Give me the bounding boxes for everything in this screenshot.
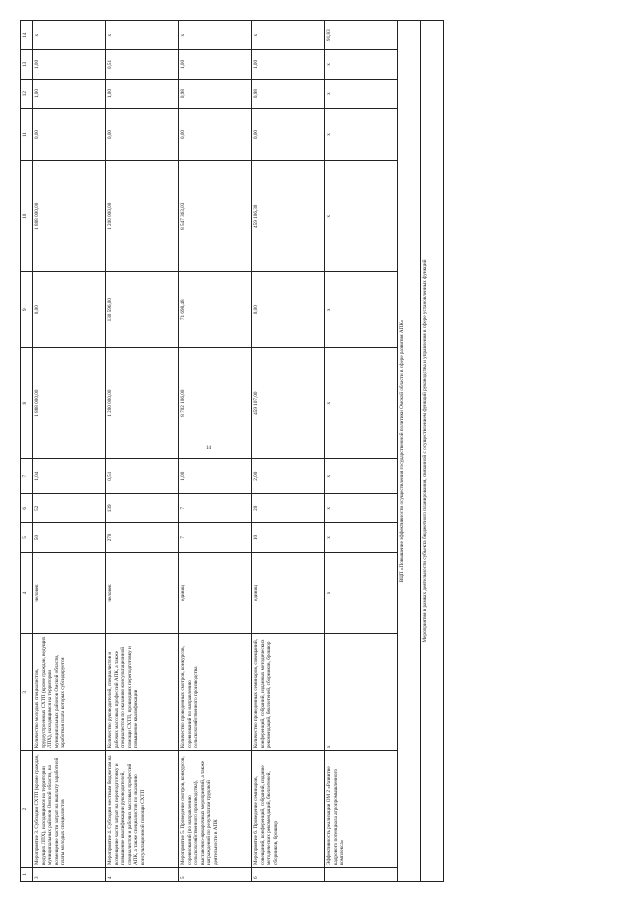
section-row <box>421 21 444 882</box>
table-cell: x <box>325 348 398 459</box>
page-number: 14 <box>206 446 211 451</box>
table-cell: единиц <box>252 552 325 634</box>
table-cell: 20 <box>252 494 325 523</box>
table-cell: x <box>325 50 398 79</box>
table-cell: Мероприятие 6. Проведение семинаров, совещаний, конференций, собраний, издание методических рекомендаций, бюллетеней, сборников, брошюр <box>252 751 325 868</box>
section-heading-vcp: ВЦП «Повышение эффективности осуществления государственной политики Омской области в сфере развития АПК» <box>398 21 421 882</box>
table-cell: 459 106,30 <box>252 161 325 272</box>
table-cell: Количество молодых специалистов, трудоустроенных СХТП (кроме граждан, ведущих ЛПХ), находящимся на территории муниципальных районов Омской области, заработная плата которых субсидируется <box>33 634 106 751</box>
table-cell: 8 702 106,00 <box>179 348 252 459</box>
table-cell: 1 200 000,00 <box>106 348 179 459</box>
report-table <box>20 20 444 882</box>
table-cell: 50 <box>33 523 106 552</box>
table-cell: 1 888 000,00 <box>33 348 106 459</box>
table-cell: 1 888 000,00 <box>33 161 106 272</box>
col-header: 3 <box>21 634 33 751</box>
table-cell: 10 <box>252 523 325 552</box>
table-cell: 1,00 <box>179 50 252 79</box>
col-header: 7 <box>21 459 33 494</box>
table-cell: x <box>252 21 325 50</box>
col-header: 9 <box>21 272 33 348</box>
col-header: 4 <box>21 552 33 634</box>
col-header: 1 <box>21 867 33 881</box>
rotated-table-container <box>20 20 428 882</box>
table-cell: 7 <box>179 523 252 552</box>
table-cell: 0,00 <box>179 108 252 161</box>
header-row <box>21 21 33 882</box>
table-row <box>325 21 398 882</box>
table-cell: 0,98 <box>252 79 325 108</box>
table-cell: Мероприятие 4. Субсидии местным бюджетам на возмещение части затрат на переподготовку и повышение квалификации руководителей, специалистов и рабочих массовых профессий АПК, а также специалистов по оказанию консультационной помощи СХТП <box>106 751 179 868</box>
table-cell: 2,00 <box>252 459 325 494</box>
table-cell: 5 <box>179 867 252 881</box>
table-row <box>33 21 106 882</box>
col-header: 8 <box>21 348 33 459</box>
table-cell: x <box>325 161 398 272</box>
table-cell: 8 547 363,03 <box>179 161 252 272</box>
table-cell: 1,00 <box>33 79 106 108</box>
table-cell: единиц <box>179 552 252 634</box>
col-header: 14 <box>21 21 33 50</box>
col-header: 6 <box>21 494 33 523</box>
table-row <box>106 21 179 882</box>
table-cell: 91,83 <box>325 21 398 50</box>
table-cell: x <box>106 21 179 50</box>
table-cell: Эффективность реализации ОМ 2 «Развитие кадрового потенциала агропромышленного комплекса» <box>325 751 398 868</box>
table-cell: 0,98 <box>179 79 252 108</box>
table-cell: x <box>325 459 398 494</box>
col-header: 12 <box>21 79 33 108</box>
table-cell <box>325 867 398 881</box>
table-row <box>252 21 325 882</box>
col-header: 2 <box>21 751 33 868</box>
col-header: 11 <box>21 108 33 161</box>
table-cell: Количество проведенных смотров, конкурсов, соревнований по направлению сельскохозяйственного производства <box>179 634 252 751</box>
section-row <box>398 21 421 882</box>
section-heading-events: Мероприятия в рамках деятельности субъекта бюджетного планирования, связанной с осуществлением функций руководства и управления в сфере установленных функций <box>421 21 444 882</box>
table-cell: 0,51 <box>106 459 179 494</box>
table-cell: x <box>325 494 398 523</box>
table-cell: Мероприятие 5. Проведение смотров, конкурсов, соревнований (по направлению сельскохозяйственного производства), выставочно-ярмарочных мероприятий, а также награждений по результатам трудовой деятельности в АПК <box>179 751 252 868</box>
table-cell: x <box>325 79 398 108</box>
table-cell: 1,00 <box>106 79 179 108</box>
col-header: 5 <box>21 523 33 552</box>
table-row <box>179 21 252 882</box>
table-cell: 0,00 <box>252 108 325 161</box>
table-cell: 0,00 <box>252 272 325 348</box>
col-header: 13 <box>21 50 33 79</box>
table-cell: 4 <box>106 867 179 881</box>
table-cell: 6 <box>252 867 325 881</box>
table-cell: 1,00 <box>179 459 252 494</box>
table-cell: Мероприятие 3. Субсидии СХТП (кроме граждан, ведущих ЛПХ), находящимся на территории муниципальных районов Омской области, на возмещение части затрат на выплату заработной платы молодых специалистов <box>33 751 106 868</box>
table-cell: 459 107,00 <box>252 348 325 459</box>
table-cell: 71 698,48 <box>179 272 252 348</box>
table-cell: Количество проведенных семинаров, совещаний, конференций, собраний, изданных методических рекомендаций, бюллетеней, сборников, брошюр <box>252 634 325 751</box>
table-cell: x <box>325 523 398 552</box>
table-cell: 0,00 <box>106 108 179 161</box>
table-cell: 0,00 <box>33 272 106 348</box>
table-cell: 52 <box>33 494 106 523</box>
table-cell: x <box>325 552 398 634</box>
table-cell: 0,51 <box>106 50 179 79</box>
table-cell: 1,00 <box>252 50 325 79</box>
table-cell: x <box>179 21 252 50</box>
table-cell: 270 <box>106 523 179 552</box>
table-cell: 130 596,00 <box>106 272 179 348</box>
table-cell: x <box>325 108 398 161</box>
table-cell: 7 <box>179 494 252 523</box>
table-cell: x <box>325 634 398 751</box>
col-header: 10 <box>21 161 33 272</box>
table-cell: человек <box>33 552 106 634</box>
table-cell: Количество руководителей, специалистов и рабочих массовых профессий АПК, а также специалистов по оказанию консультационной помощи СХТП, прошедших переподготовку и повышение квалификации <box>106 634 179 751</box>
table-cell: x <box>325 272 398 348</box>
table-cell: x <box>33 21 106 50</box>
table-cell: 1,04 <box>33 459 106 494</box>
table-cell: 0,00 <box>33 108 106 161</box>
table-cell: 1,00 <box>33 50 106 79</box>
table-cell: 139 <box>106 494 179 523</box>
table-cell: 1 200 000,00 <box>106 161 179 272</box>
table-cell: человек <box>106 552 179 634</box>
table-cell: 3 <box>33 867 106 881</box>
